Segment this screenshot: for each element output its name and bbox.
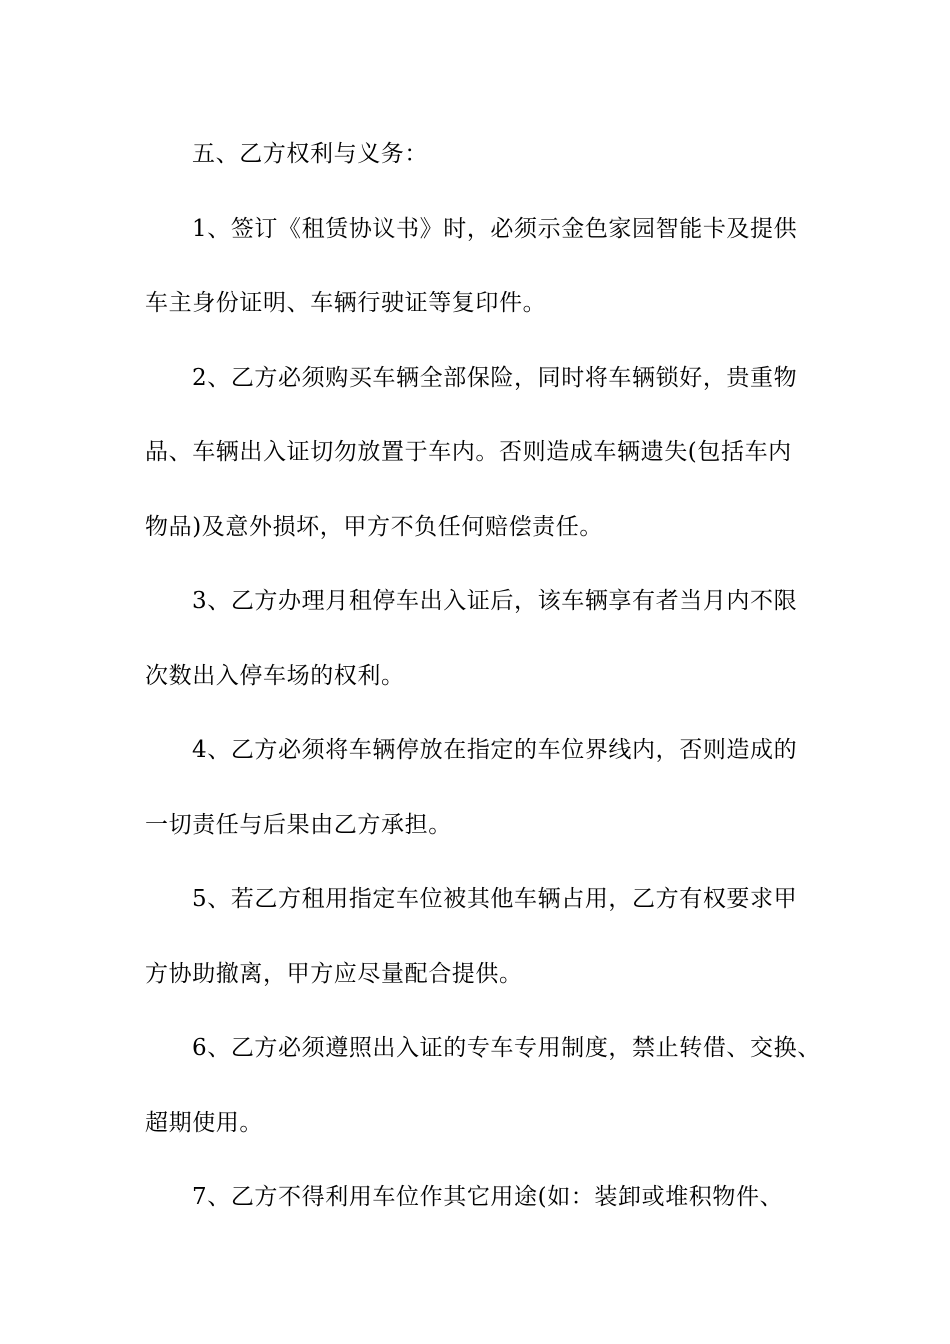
paragraph-line: 5、若乙方租用指定车位被其他车辆占用，乙方有权要求甲 (192, 886, 798, 912)
paragraph-line: 一切责任与后果由乙方承担。 (145, 811, 452, 838)
paragraph-line: 2、乙方必须购买车辆全部保险，同时将车辆锁好，贵重物 (192, 364, 798, 391)
paragraph-line: 超期使用。 (145, 1109, 263, 1136)
paragraph-line: 1、签订《租赁协议书》时，必须示金色家园智能卡及提供 (192, 215, 798, 242)
paragraph-line: 物品)及意外损坏，甲方不负任何赔偿责任。 (145, 513, 603, 540)
document-body (145, 130, 825, 1248)
paragraph-line: 4、乙方必须将车辆停放在指定的车位界线内，否则造成的 (192, 737, 798, 763)
paragraph-line: 7、乙方不得利用车位作其它用途(如：装卸或堆积物件、 (192, 1184, 784, 1210)
section-heading: 五、乙方权利与义务： (192, 141, 428, 167)
paragraph-line: 车主身份证明、车辆行驶证等复印件。 (145, 290, 547, 316)
paragraph-line: 方协助撤离，甲方应尽量配合提供。 (145, 960, 523, 987)
paragraph-line: 3、乙方办理月租停车出入证后，该车辆享有者当月内不限 (192, 588, 798, 614)
paragraph-line: 6、乙方必须遵照出入证的专车专用制度，禁止转借、交换、 (192, 1035, 821, 1061)
paragraph-line: 品、车辆出入证切勿放置于车内。否则造成车辆遗失(包括车内 (145, 439, 792, 465)
paragraph-line: 次数出入停车场的权利。 (145, 662, 405, 689)
